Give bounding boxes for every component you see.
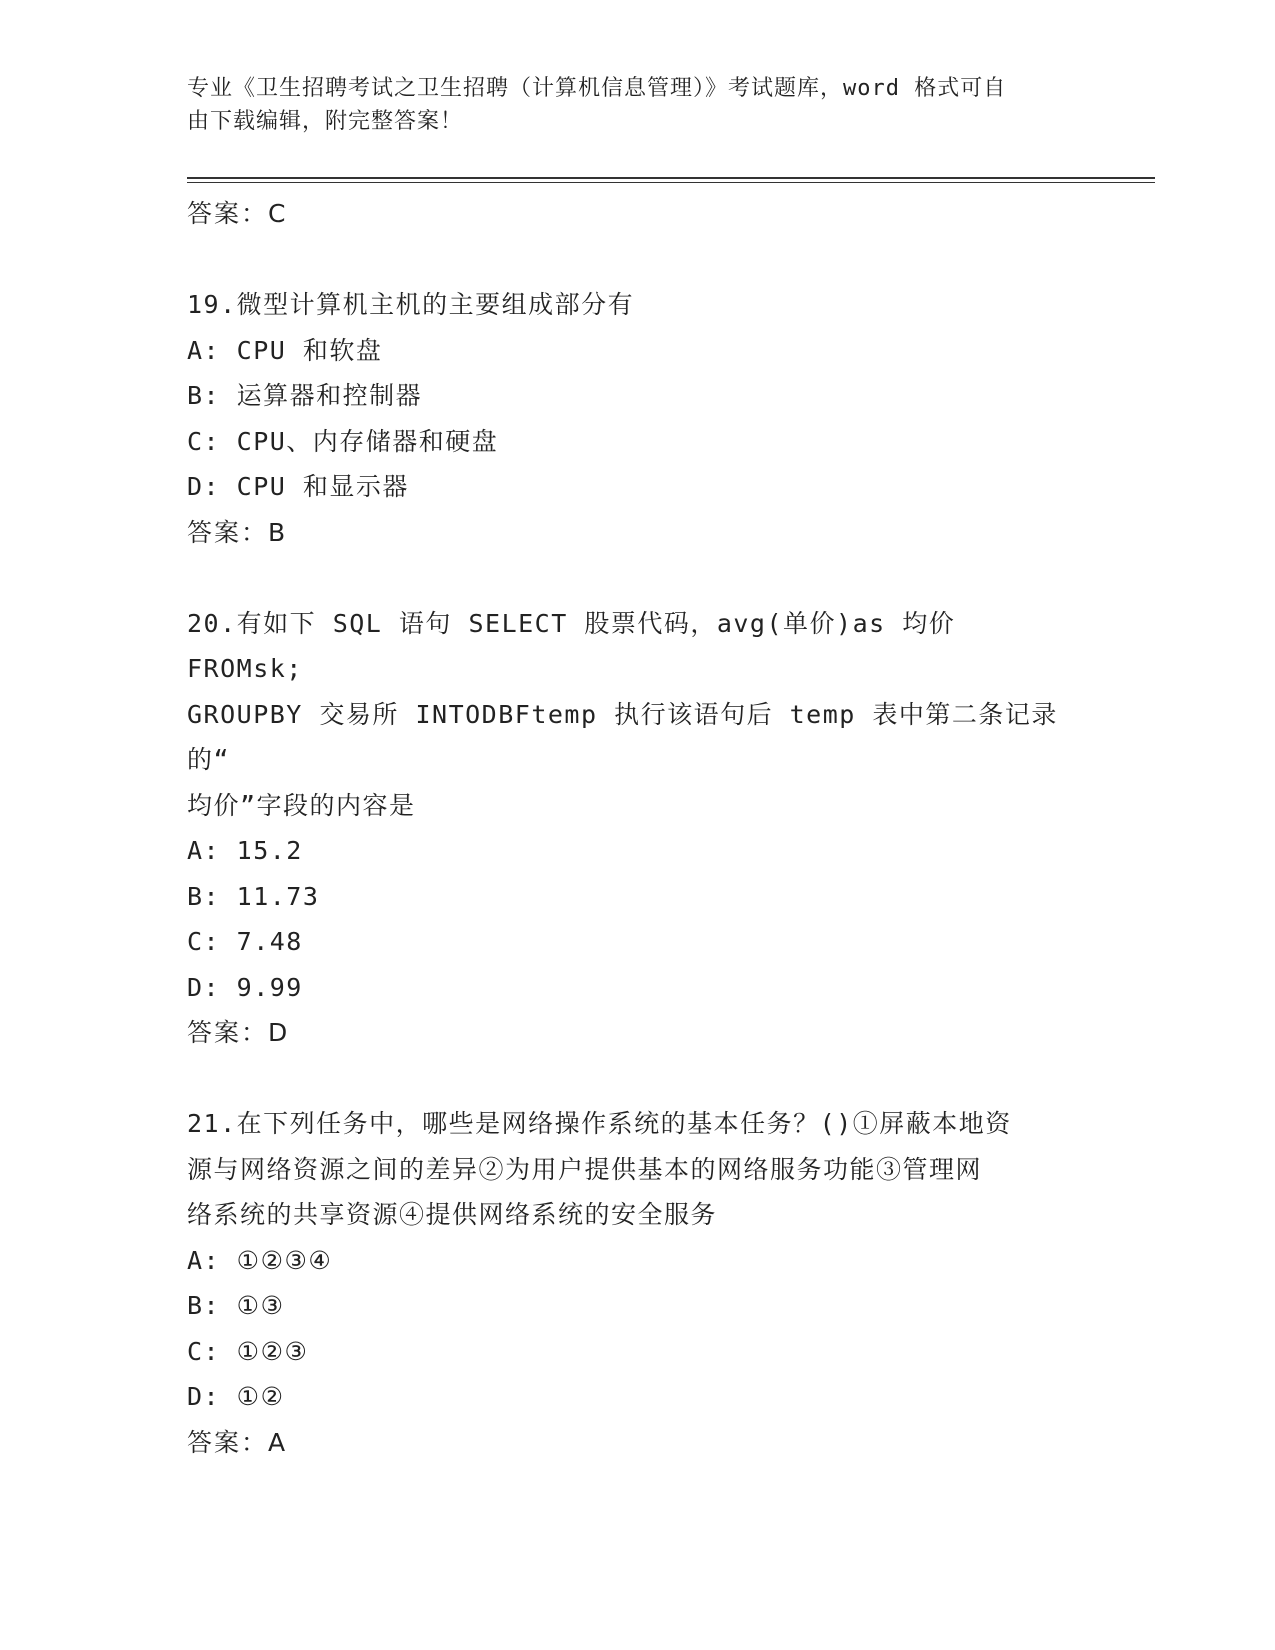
spacer [187,555,1087,601]
spacer [187,1056,1087,1102]
answer: 答案：B [187,517,288,547]
option-b: B: 运算器和控制器 [187,381,423,410]
option-d: D: 9.99 [187,972,303,1002]
question-21 [187,1101,1087,1465]
option-c: C: CPU、内存储器和硬盘 [187,426,499,456]
lead-answer: 答案：C [187,199,288,228]
spacer [187,237,1087,283]
question-stem: 20.有如下 SQL 语句 SELECT 股票代码，avg(单价)as 均价 FROMsk; [187,608,956,683]
question-stem: 络系统的共享资源④提供网络系统的安全服务 [187,1200,718,1229]
header-line-1: 专业《卫生招聘考试之卫生招聘（计算机信息管理）》考试题库，word 格式可自 [187,76,1007,101]
question-list [187,191,1087,1465]
option-b: B: ①③ [187,1291,285,1320]
option-b: B: 11.73 [187,881,320,911]
question-stem: 21.在下列任务中，哪些是网络操作系统的基本任务？()①屏蔽本地资 [187,1109,1012,1138]
question-20 [187,601,1087,1056]
question-stem: 均价”字段的内容是 [187,790,416,820]
option-a: A: CPU 和软盘 [187,335,383,365]
answer: 答案：A [187,1427,288,1457]
option-a: A: 15.2 [187,836,303,865]
header-line-2: 由下载编辑，附完整答案！ [187,109,464,134]
question-stem: GROUPBY 交易所 INTODBFtemp 执行该语句后 temp 表中第二条记录的“ [187,699,1058,774]
option-a: A: ①②③④ [187,1245,333,1275]
question-stem: 19.微型计算机主机的主要组成部分有 [187,290,635,319]
header-divider [187,177,1155,183]
answer: 答案：D [187,1018,290,1047]
page-header [187,72,1067,138]
question-19 [187,282,1087,555]
option-c: C: ①②③ [187,1336,309,1366]
option-c: C: 7.48 [187,927,303,956]
option-d: D: ①② [187,1382,285,1411]
question-stem: 源与网络资源之间的差异②为用户提供基本的网络服务功能③管理网 [187,1154,983,1184]
option-d: D: CPU 和显示器 [187,472,409,501]
